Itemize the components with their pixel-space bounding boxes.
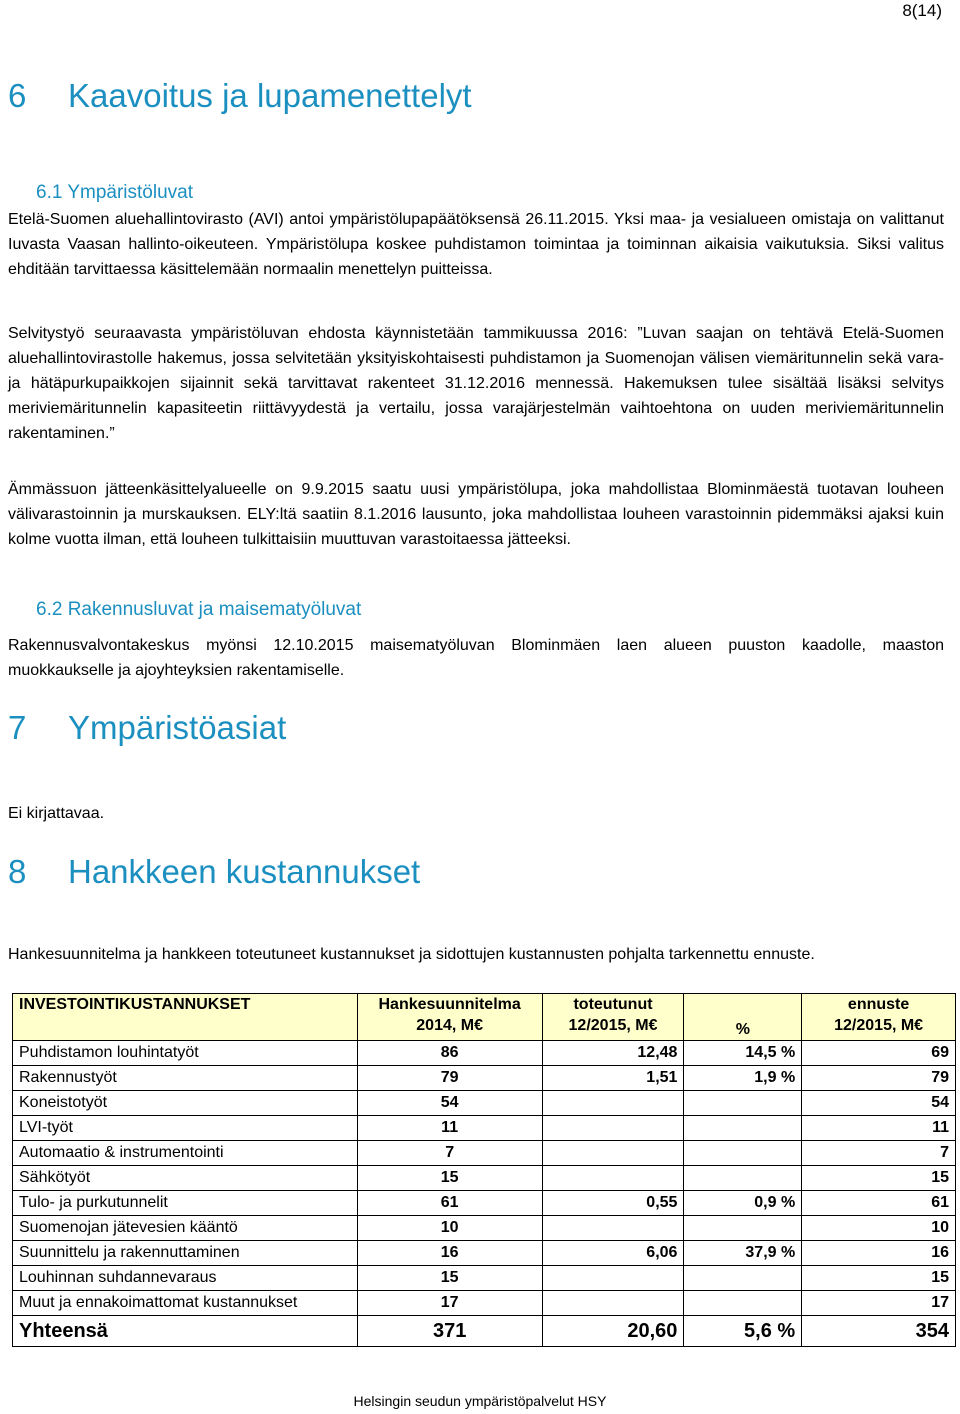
row-forecast: 54 xyxy=(802,1091,956,1116)
row-name: Automaatio & instrumentointi xyxy=(13,1141,358,1166)
paragraph-text: Selvitystyö seuraavasta ympäristöluvan ehdosta käynnistetään tammikuussa 2016: ”Luvan saajan on tehtävä Etelä-Suomen aluehallintovirastolle hakemus, jossa selvitetään yksityiskohtaisesti puhdistamon ja Suomenojan välisen viemäritunnelin sekä vara- ja hätäpurkupaikkojen sijainnit sekä tarvittavat rakenteet 31.12.2016 mennessä. Hakemuksen tulee sisältää lisäksi selvitys meriviemäritunnelin kapasiteetin riittävyydestä ja vertailu, jossa varajärjestelmän vaihtoehtona on uuden meriviemäritunnelin rakentaminen.” xyxy=(8,325,944,442)
section-7-number: 7 xyxy=(8,709,27,746)
row-percent xyxy=(684,1216,802,1241)
row-actual xyxy=(542,1166,684,1191)
row-percent xyxy=(684,1116,802,1141)
row-percent xyxy=(684,1266,802,1291)
row-actual: 12,48 xyxy=(542,1041,684,1066)
row-plan: 79 xyxy=(357,1066,542,1091)
row-plan: 15 xyxy=(357,1166,542,1191)
header-forecast-line1: ennuste xyxy=(847,996,910,1013)
paragraph-6-1-a xyxy=(8,207,944,282)
paragraph-text: Ämmässuon jätteenkäsittelyalueelle on 9.9.2015 saatu uusi ympäristölupa, joka mahdollistaa Blominmäestä tuotavan louheen välivarastoinnin ja murskauksen. ELY:ltä saatiin 8.1.2016 lausunto, joka mahdollistaa louheen varastoinnin pidemmäksi ajaksi kuin kolme vuotta ilman, että louheen tulkittaisiin muuttuvan varastoitaessa jätteeksi. xyxy=(8,481,944,548)
table-row xyxy=(13,1291,956,1316)
table-row xyxy=(13,1091,956,1116)
section-8-number: 8 xyxy=(8,853,27,890)
table-row xyxy=(13,1166,956,1191)
row-name: Rakennustyöt xyxy=(13,1066,358,1091)
table-header xyxy=(13,994,956,1041)
row-plan: 10 xyxy=(357,1216,542,1241)
section-6-2-heading: 6.2 Rakennusluvat ja maisematyöluvat xyxy=(36,599,362,620)
section-7-title: Ympäristöasiat xyxy=(68,709,287,746)
row-percent: 37,9 % xyxy=(684,1241,802,1266)
section-7-heading xyxy=(8,708,286,748)
row-actual xyxy=(542,1116,684,1141)
section-6-number: 6 xyxy=(8,77,27,114)
row-forecast: 15 xyxy=(802,1266,956,1291)
row-name: Tulo- ja purkutunnelit xyxy=(13,1191,358,1216)
header-percent: % xyxy=(684,994,802,1041)
row-percent xyxy=(684,1166,802,1191)
row-percent xyxy=(684,1291,802,1316)
paragraph-6-1-c xyxy=(8,477,944,552)
row-forecast: 69 xyxy=(802,1041,956,1066)
row-name: LVI-työt xyxy=(13,1116,358,1141)
row-actual xyxy=(542,1291,684,1316)
row-plan: 16 xyxy=(357,1241,542,1266)
row-percent: 14,5 % xyxy=(684,1041,802,1066)
row-plan: 61 xyxy=(357,1191,542,1216)
row-plan: 15 xyxy=(357,1266,542,1291)
paragraph-text: Rakennusvalvontakeskus myönsi 12.10.2015 maisematyöluvan Blominmäen laen alueen puuston kaadolle, maaston muokkaukselle ja ajoyhteyksien rakentamiselle. xyxy=(8,637,944,679)
total-name: Yhteensä xyxy=(13,1316,358,1347)
row-plan: 17 xyxy=(357,1291,542,1316)
investment-cost-table xyxy=(12,993,956,1347)
row-plan: 86 xyxy=(357,1041,542,1066)
row-forecast: 17 xyxy=(802,1291,956,1316)
paragraph-text: Etelä-Suomen aluehallintovirasto (AVI) antoi ympäristölupapäätöksensä 26.11.2015. Yksi maa- ja vesialueen omistaja on valittanut Iuvasta Vaasan hallinto-oikeuteen. Ympäristölupa koskee puhdistamon toimintaa ja toiminnan aikaisia vaikutuksia. Siksi valitus ehditään tarvittaessa käsittelemään normaalin menettelyn puitteissa. xyxy=(8,211,944,278)
section-6-1-heading: 6.1 Ympäristöluvat xyxy=(36,182,194,203)
total-actual: 20,60 xyxy=(542,1316,684,1347)
row-forecast: 11 xyxy=(802,1116,956,1141)
paragraph-text: Ei kirjattavaa. xyxy=(8,805,105,822)
row-name: Suomenojan jätevesien kääntö xyxy=(13,1216,358,1241)
row-plan: 11 xyxy=(357,1116,542,1141)
section-6-heading xyxy=(8,76,472,116)
row-actual: 1,51 xyxy=(542,1066,684,1091)
total-forecast: 354 xyxy=(802,1316,956,1347)
table-row xyxy=(13,1241,956,1266)
row-percent: 1,9 % xyxy=(684,1066,802,1091)
header-actual xyxy=(542,994,684,1041)
header-plan-line1: Hankesuunnitelma xyxy=(378,996,521,1013)
row-percent xyxy=(684,1091,802,1116)
row-name: Muut ja ennakoimattomat kustannukset xyxy=(13,1291,358,1316)
row-forecast: 79 xyxy=(802,1066,956,1091)
paragraph-7 xyxy=(8,801,944,826)
row-percent xyxy=(684,1141,802,1166)
row-actual xyxy=(542,1141,684,1166)
header-forecast-line2: 12/2015, M€ xyxy=(834,1017,924,1034)
section-8-title: Hankkeen kustannukset xyxy=(68,853,421,890)
row-percent: 0,9 % xyxy=(684,1191,802,1216)
table-body xyxy=(13,1041,956,1347)
footer: Helsingin seudun ympäristöpalvelut HSY xyxy=(353,1393,607,1409)
page-number: 8(14) xyxy=(902,1,942,20)
section-8-heading xyxy=(8,852,420,892)
row-forecast: 16 xyxy=(802,1241,956,1266)
header-actual-line2: 12/2015, M€ xyxy=(568,1017,658,1034)
paragraph-8 xyxy=(8,942,944,967)
table-row xyxy=(13,1266,956,1291)
table-row xyxy=(13,1141,956,1166)
row-actual: 6,06 xyxy=(542,1241,684,1266)
table-row xyxy=(13,1116,956,1141)
total-percent: 5,6 % xyxy=(684,1316,802,1347)
table-total-row xyxy=(13,1316,956,1347)
row-actual xyxy=(542,1266,684,1291)
table-row xyxy=(13,1216,956,1241)
row-name: Sähkötyöt xyxy=(13,1166,358,1191)
row-forecast: 10 xyxy=(802,1216,956,1241)
header-plan xyxy=(357,994,542,1041)
row-actual: 0,55 xyxy=(542,1191,684,1216)
row-name: Louhinnan suhdannevaraus xyxy=(13,1266,358,1291)
header-forecast xyxy=(802,994,956,1041)
total-plan: 371 xyxy=(357,1316,542,1347)
row-plan: 54 xyxy=(357,1091,542,1116)
row-name: Puhdistamon louhintatyöt xyxy=(13,1041,358,1066)
paragraph-6-2 xyxy=(8,633,944,683)
row-forecast: 61 xyxy=(802,1191,956,1216)
row-actual xyxy=(542,1091,684,1116)
section-6-title: Kaavoitus ja lupamenettelyt xyxy=(68,77,472,114)
paragraph-6-1-b xyxy=(8,321,944,446)
header-actual-line1: toteutunut xyxy=(573,996,653,1013)
row-forecast: 15 xyxy=(802,1166,956,1191)
row-name: Koneistotyöt xyxy=(13,1091,358,1116)
header-category: INVESTOINTIKUSTANNUKSET xyxy=(13,994,358,1041)
table-row xyxy=(13,1041,956,1066)
table-row xyxy=(13,1066,956,1091)
table-row xyxy=(13,1191,956,1216)
row-name: Suunnittelu ja rakennuttaminen xyxy=(13,1241,358,1266)
row-forecast: 7 xyxy=(802,1141,956,1166)
paragraph-text: Hankesuunnitelma ja hankkeen toteutuneet kustannukset ja sidottujen kustannusten pohjalta tarkennettu ennuste. xyxy=(8,946,815,963)
row-plan: 7 xyxy=(357,1141,542,1166)
row-actual xyxy=(542,1216,684,1241)
header-plan-line2: 2014, M€ xyxy=(416,1017,483,1034)
